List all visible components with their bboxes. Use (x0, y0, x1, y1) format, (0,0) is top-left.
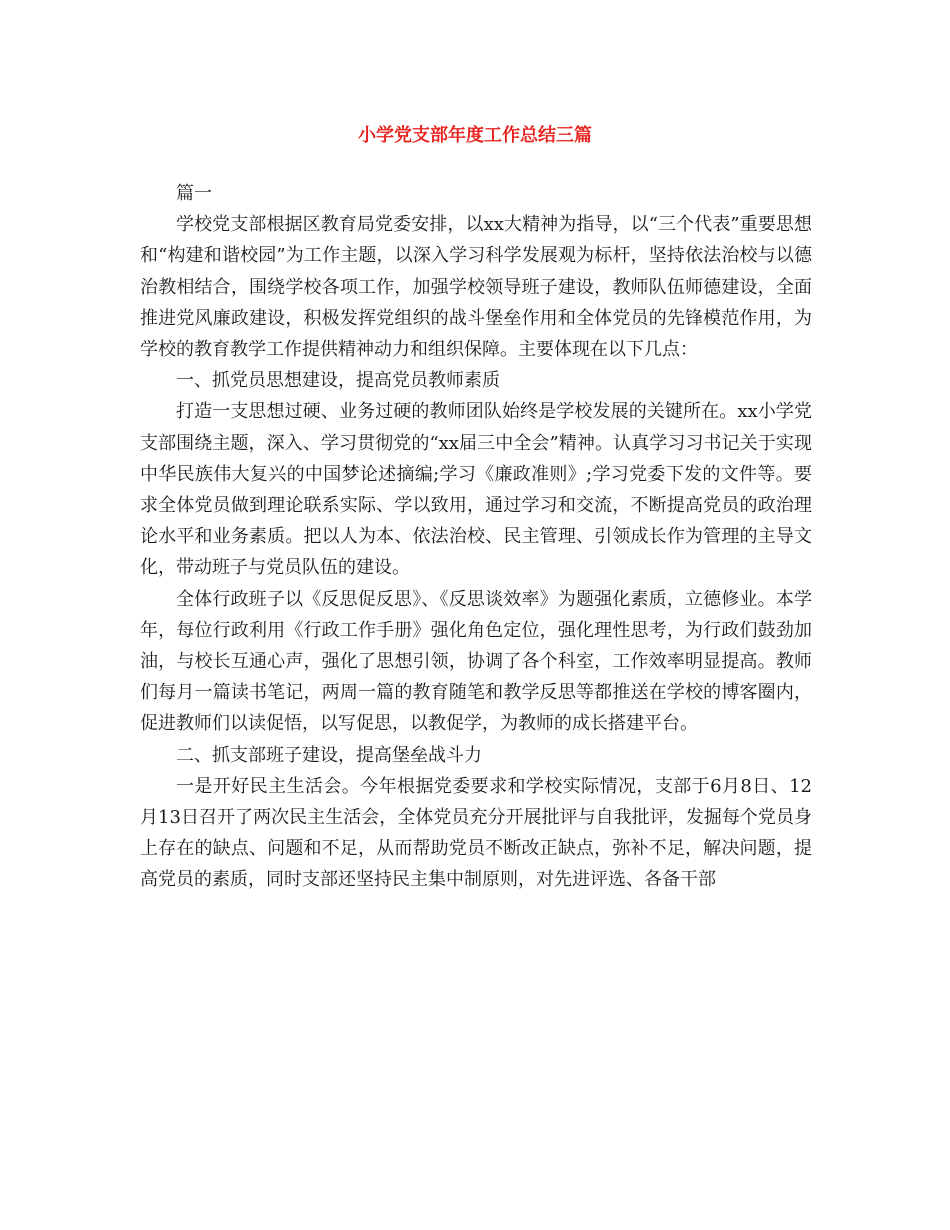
document-body (140, 160, 812, 896)
document-title: 小学党支部年度工作总结三篇 (358, 125, 592, 146)
section-heading-1: 一、抓党员思想建设，提高党员教师素质 (176, 370, 500, 392)
body-paragraph: 打造一支思想过硬、业务过硬的教师团队始终是学校发展的关键所在。xx小学党支部围绕主题，深入、学习贯彻党的“xx届三中全会”精神。认真学习习书记关于实现中华民族伟大复兴的中国梦论述摘编;学习《廉政准则》;学习党委下发的文件等。要求全体党员做到理论联系实际、学以致用，通过学习和交流，不断提高党员的政治理论水平和业务素质。把以人为本、依法治校、民主管理、引领成长作为管理的主导文化，带动班子与党员队伍的建设。 (140, 401, 812, 579)
body-paragraph-intro: 学校党支部根据区教育局党委安排，以xx大精神为指导，以“三个代表”重要思想和“构建和谐校园”为工作主题，以深入学习科学发展观为标杆，坚持依法治校与以德治教相结合，围绕学校各项工作，加强学校领导班子建设，教师队伍师德建设，全面推进党风廉政建设，积极发挥党组织的战斗堡垒作用和全体党员的先锋模范作用，为学校的教育教学工作提供精神动力和组织保障。主要体现在以下几点： (140, 214, 812, 361)
section-heading-2: 二、抓支部班子建设，提高堡垒战斗力 (176, 744, 482, 766)
body-paragraph: 一是开好民主生活会。今年根据党委要求和学校实际情况，支部于6月8日、12月13日召开了两次民主生活会，全体党员充分开展批评与自我批评，发掘每个党员身上存在的缺点、问题和不足，从而帮助党员不断改正缺点，弥补不足，解决问题，提高党员的素质，同时支部还坚持民主集中制原则，对先进评选、各备干部 (140, 775, 812, 891)
section-label-pian-yi: 篇一 (176, 183, 212, 204)
body-paragraph: 全体行政班子以《反思促反思》、《反思谈效率》为题强化素质，立德修业。本学年，每位行政利用《行政工作手册》强化角色定位，强化理性思考，为行政们鼓劲加油，与校长互通心声，强化了思想引领，协调了各个科室，工作效率明显提高。教师们每月一篇读书笔记，两周一篇的教育随笔和教学反思等都推送在学校的博客圈内，促进教师们以读促悟，以写促思，以教促学，为教师的成长搭建平台。 (140, 588, 812, 735)
